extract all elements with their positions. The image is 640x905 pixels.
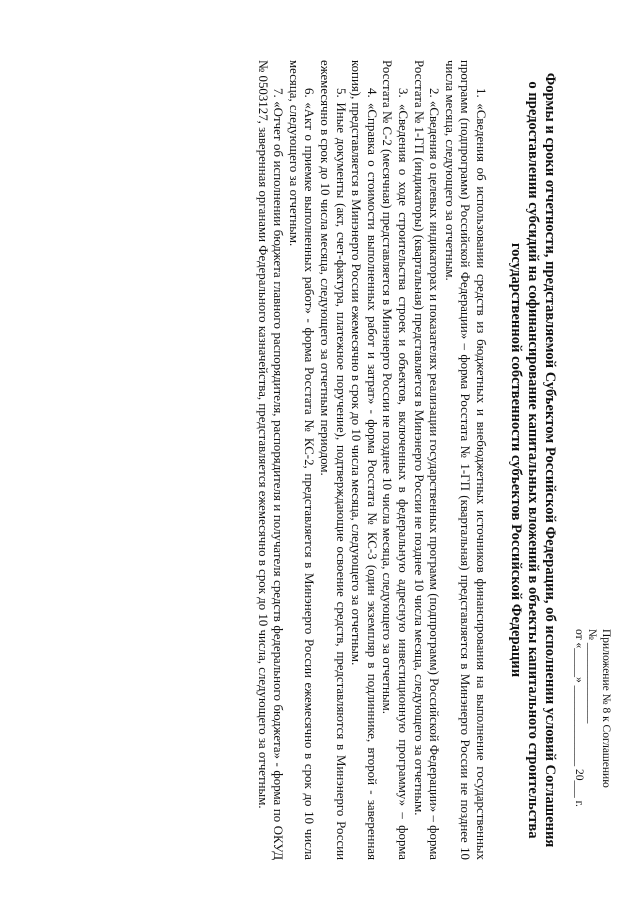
- title-line-2: о предоставлении субсидий на софинансирование капитальных вложений в объекты капитального строительства: [525, 81, 541, 839]
- appendix-number: № ______________: [586, 629, 599, 724]
- list-item: 3. «Сведения о ходе строительства строек и объектов, включенных в федеральную адресную инвестиционную программу» – форма Росстата № С-2 (месячная) представляется в Минэнерго России не позднее 10 числа месяца, следующего за отчетным.: [380, 60, 411, 860]
- list-item: 5. Иные документы (акт, счет-фактура, платежное поручение), подтверждающие освоение средств, представляются в Минэнерго России ежемесячно в срок до 10 числа месяца, следующего за отчетным периодом.: [318, 60, 348, 860]
- appendix-header: [572, 629, 613, 859]
- appendix-title: Приложение № 8 к Соглашению: [600, 629, 612, 788]
- appendix-date: от «_____» ______________ 20___ г.: [573, 629, 585, 807]
- list-item: 6. «Акт о приемке выполненных работ» - форма Росстата № КС-2, представляется в Минэнерго России ежемесячно в срок до 10 числа месяца, следующего за отчетным.: [286, 60, 317, 860]
- list-item: 4. «Справка о стоимости выполненных работ и затрат» - форма Росстата № КС-3 (один экземпляр в подлиннике, второй - заверенная копия), представляется в Минэнерго России ежемесячно в срок до 10 числа месяца, следующего за отчетным.: [349, 60, 379, 860]
- list-item: 2. «Сведения о целевых индикаторах и показателях реализации государственных программ (подпрограмм) Российской Федерации» – форма Росстата № 1-ГП (индикаторы) (квартальная) представляется в Минэнерго России не позднее 10 числа месяца, следующего за отчетным.: [411, 60, 442, 860]
- title-line-3: государственной собственности субъектов Российской Федерации: [508, 242, 524, 678]
- list-item: 1. «Сведения об использовании средств из бюджетных и внебюджетных источников финансирования на выполнение государственных программ (подпрограмм) Российской Федерации» – форма Росстата № 1-ГП (квартальная) представляется в Минэнерго России не позднее 10 числа месяца, следующего за отчетным.: [442, 60, 488, 860]
- document-body: [254, 60, 488, 860]
- document-title: [507, 60, 558, 860]
- title-line-1: Формы и сроки отчетности, представляемой Субъектом Российской Федерации, об исполнении условий Соглашения: [542, 72, 558, 848]
- list-item: 7. «Отчет об исполнении бюджета главного распорядителя, распорядителя и получателя средств федерального бюджета» - форма по ОКУД № 0503127, заверенная органами Федерального казначейства, представляется ежемесячно в срок до 10 числа, следующего за отчетным.: [255, 60, 286, 860]
